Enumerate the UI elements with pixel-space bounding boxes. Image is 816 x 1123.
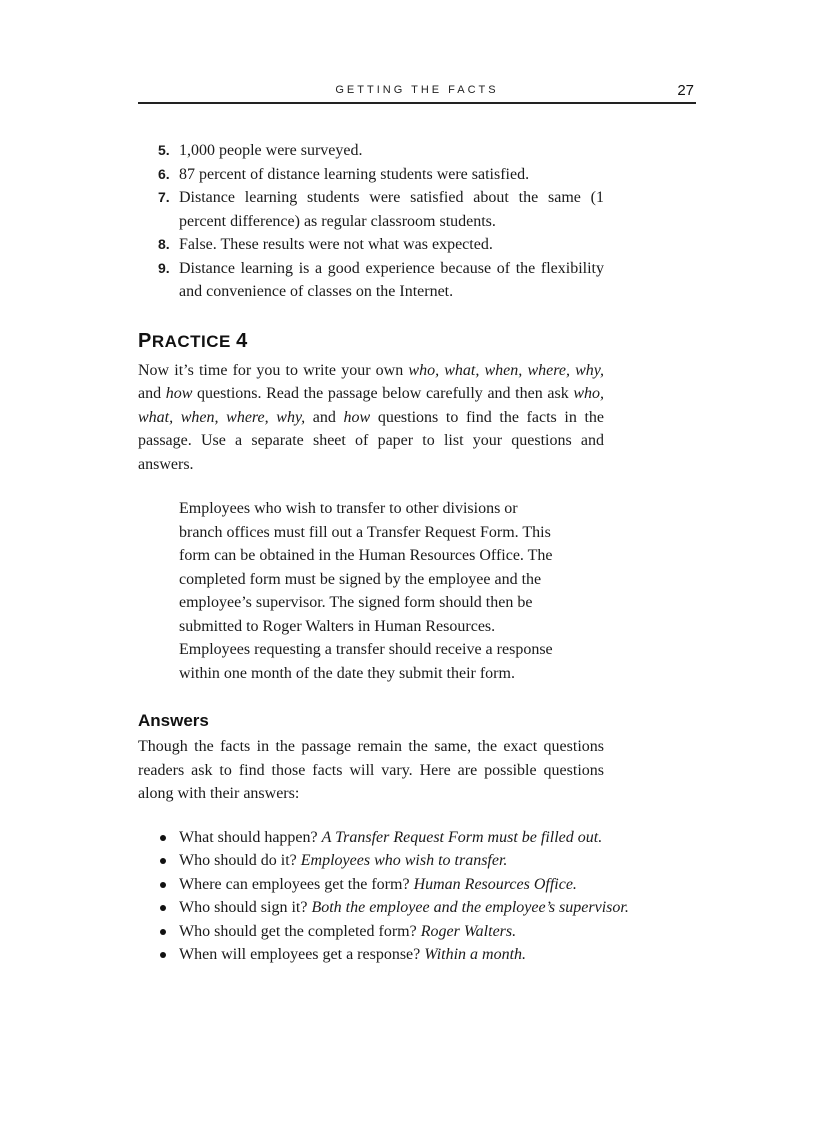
answer-number: 8.: [158, 236, 170, 252]
numbered-answer-item: [138, 257, 604, 304]
numbered-answer-item: [138, 139, 604, 163]
passage-line: submitted to Roger Walters in Human Resources.: [179, 617, 496, 635]
practice-heading-initial: P: [138, 329, 152, 352]
answer-bullet-item: [138, 826, 604, 850]
numbered-answer-item: [138, 186, 604, 233]
instructions-emphasis: who, what, when, where, why,: [408, 361, 605, 379]
answer-text: Distance learning is a good experience because of the flexibility and convenience of classes on the Internet.: [179, 259, 604, 300]
instructions-text: and: [138, 385, 166, 402]
bullet-icon: [160, 835, 166, 841]
instructions-text: and: [305, 408, 344, 426]
bullet-question: Who should get the completed form?: [179, 922, 421, 940]
answer-number: 5.: [158, 142, 170, 158]
bullet-question: Who should do it?: [179, 852, 301, 869]
answers-intro: Though the facts in the passage remain the same, the exact questions readers ask to find those facts will vary. Here are possible questions along with their answers:: [138, 738, 604, 802]
practice-heading-number: 4: [236, 329, 248, 352]
bullet-icon: [160, 882, 166, 888]
answers-bullet-list: [138, 826, 629, 967]
passage-line: branch offices must fill out a Transfer Request Form. This: [179, 523, 551, 541]
page-content: [138, 139, 629, 967]
practice-instructions: [138, 359, 604, 477]
answer-bullet-item: [138, 849, 604, 873]
passage-block: [179, 497, 569, 685]
bullet-icon: [160, 952, 166, 958]
answer-bullet-item: [138, 943, 604, 967]
practice-heading-rest: RACTICE: [151, 331, 231, 351]
bullet-answer: Roger Walters.: [420, 922, 517, 940]
instructions-emphasis: how: [343, 408, 371, 426]
numbered-answer-item: [138, 163, 604, 187]
answer-text: False. These results were not what was expected.: [179, 236, 493, 253]
answer-text: 1,000 people were surveyed.: [179, 142, 363, 159]
answer-bullet-item: [138, 896, 629, 920]
passage-line: form can be obtained in the Human Resources Office. The: [179, 547, 553, 564]
answer-text: Distance learning students were satisfied about the same (1 percent difference) as regular classroom students.: [179, 189, 604, 230]
practice-heading: [138, 330, 604, 353]
instructions-text: questions to find the facts in the passage. Use a separate sheet of paper to list your questions and answers.: [138, 408, 604, 473]
answer-number: 6.: [158, 165, 170, 182]
answer-bullet-item: [138, 920, 604, 944]
answer-text: 87 percent of distance learning students were satisfied.: [179, 165, 530, 183]
bullet-question: When will employees get a response?: [179, 946, 425, 963]
bullet-answer: A Transfer Request Form must be filled out.: [321, 828, 603, 846]
bullet-answer: Both the employee and the employee’s supervisor.: [311, 899, 629, 916]
instructions-text: Now it’s time for you to write your own: [138, 361, 409, 379]
passage-line: Employees who wish to transfer to other divisions or: [179, 500, 518, 517]
bullet-answer: Human Resources Office.: [413, 875, 577, 893]
passage-line: within one month of the date they submit their form.: [179, 664, 515, 682]
answer-number: 7.: [158, 189, 170, 205]
instructions-emphasis: how: [165, 385, 193, 402]
bullet-question: Where can employees get the form?: [179, 875, 414, 893]
bullet-icon: [160, 905, 166, 911]
bullet-question: Who should sign it?: [179, 899, 312, 916]
bullet-answer: Employees who wish to transfer.: [300, 852, 508, 869]
running-title: GETTING THE FACTS: [335, 84, 499, 96]
answers-heading: Answers: [138, 711, 209, 730]
passage-line: employee’s supervisor. The signed form should then be: [179, 594, 533, 611]
bullet-question: What should happen?: [179, 828, 322, 846]
bullet-icon: [160, 929, 166, 935]
instructions-text: questions. Read the passage below carefully and then ask: [192, 385, 574, 402]
answer-number: 9.: [158, 259, 170, 276]
numbered-answer-item: [138, 233, 604, 257]
bullet-answer: Within a month.: [424, 946, 527, 963]
page-number: 27: [677, 82, 694, 99]
answer-bullet-item: [138, 873, 604, 897]
bullet-icon: [160, 858, 166, 864]
passage-line: completed form must be signed by the employee and the: [179, 570, 542, 588]
running-header: [138, 82, 696, 104]
instructions-emphasis: who, what, when, where, why,: [138, 385, 604, 426]
passage-line: Employees requesting a transfer should receive a response: [179, 641, 553, 658]
numbered-answer-list: [138, 139, 604, 304]
